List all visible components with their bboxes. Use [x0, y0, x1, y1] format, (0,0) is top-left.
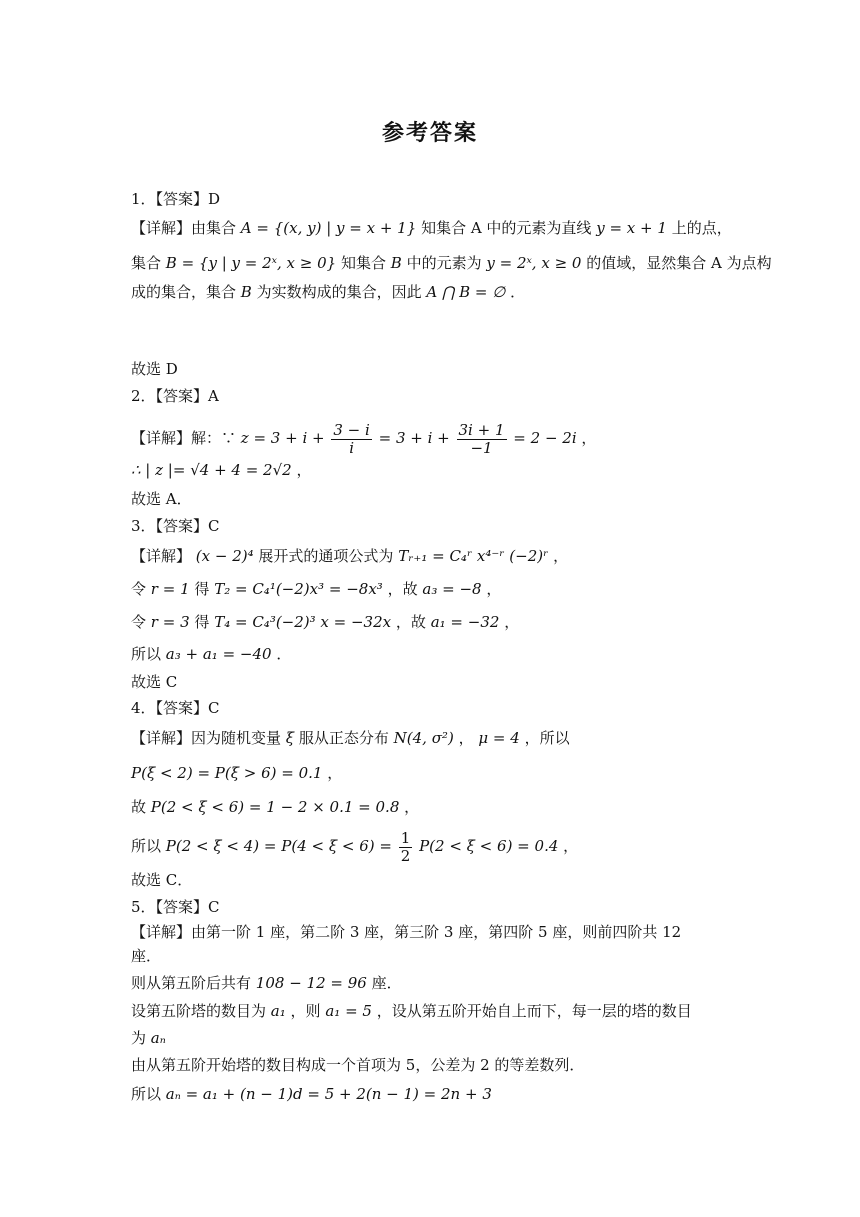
- q4-numerator: 1: [400, 828, 411, 847]
- q4-formula: P(2 < ξ < 4) = P(4 < ξ < 6) =: [165, 837, 392, 855]
- q1-set-b-formula: B = {y | y = 2ˣ, x ≥ 0}: [165, 254, 337, 272]
- q2-detail-line1: [131, 416, 596, 460]
- q3-text: 【详解】: [131, 547, 192, 565]
- q3-text: 得: [194, 613, 210, 631]
- q4-text: ，: [404, 798, 420, 816]
- q3-text: ，故: [387, 580, 418, 598]
- q4-text: 故: [131, 798, 147, 816]
- q3-detail-line4: [131, 643, 291, 665]
- q2-abs-formula: ∴ | z |= √4 + 4 = 2√2: [131, 461, 292, 479]
- q5-detail-line5: [131, 1027, 166, 1049]
- q4-detail-line4: [131, 824, 578, 868]
- q1-var: B: [240, 283, 252, 301]
- q2-text: ，: [296, 461, 312, 479]
- q1-set-a-formula: A = {(x, y) | y = x + 1}: [240, 219, 417, 237]
- q5-formula: a₁ = 5: [325, 1002, 372, 1020]
- q4-text: 所以: [131, 837, 162, 855]
- q1-text: 【详解】由集合: [131, 219, 237, 237]
- q3-detail-line1: [131, 545, 568, 567]
- q1-text: 的值域，显然集合 A 为点构: [586, 254, 772, 272]
- q3-text: 所以: [131, 645, 162, 663]
- q3-text: 令: [131, 580, 147, 598]
- q4-formula: μ = 4: [478, 729, 520, 747]
- q4-formula: P(2 < ξ < 6) = 1 − 2 × 0.1 = 0.8: [150, 798, 400, 816]
- q5-header: 5．【答案】C: [131, 898, 220, 916]
- q5-var: aₙ: [150, 1029, 166, 1047]
- q2-header: 2．【答案】A: [131, 387, 219, 405]
- q1-detail-line1: [131, 217, 732, 239]
- q5-formula: aₙ = a₁ + (n − 1)d = 5 + 2(n − 1) = 2n + 3: [165, 1085, 492, 1103]
- q3-formula: a₁ = −32: [430, 613, 500, 631]
- q1-detail-line3: [131, 281, 525, 303]
- q4-text: ，: [563, 837, 579, 855]
- q2-formula: = 2 − 2i: [513, 429, 577, 447]
- q5-text: 设第五阶塔的数目为: [131, 1002, 267, 1020]
- q2-numerator: 3 − i: [333, 420, 370, 439]
- q3-text: 展开式的通项公式为: [258, 547, 394, 565]
- q4-denominator: 2: [400, 846, 411, 865]
- q3-text: ，: [504, 613, 520, 631]
- q4-formula: P(ξ < 2) = P(ξ > 6) = 0.1: [131, 764, 323, 782]
- q5-text: ，设从第五阶开始自上而下，每一层的塔的数目: [376, 1002, 692, 1020]
- q3-detail-line3: [131, 611, 519, 633]
- q3-text: ，: [553, 547, 569, 565]
- q4-detail-line2: [131, 762, 342, 784]
- q1-intersection-formula: A ⋂ B = ∅: [426, 283, 506, 301]
- q1-text: 为实数构成的集合，因此: [256, 283, 422, 301]
- q1-text: 知集合: [340, 254, 386, 272]
- q5-detail-line2: 座．: [131, 947, 162, 965]
- q3-text: 令: [131, 613, 147, 631]
- q3-formula: r = 1: [150, 580, 190, 598]
- q4-text: 服从正态分布: [298, 729, 389, 747]
- q1-line-formula: y = x + 1: [596, 219, 667, 237]
- q3-formula: r = 3: [150, 613, 190, 631]
- q3-select: 故选 C: [131, 673, 178, 691]
- q1-text: 集合: [131, 254, 162, 272]
- q5-detail-line1: 【详解】由第一阶 1 座，第二阶 3 座，第三阶 3 座，第四阶 5 座，则前四阶共 12: [131, 923, 682, 941]
- q3-text: ，: [486, 580, 502, 598]
- q5-text: ，则: [290, 1002, 321, 1020]
- q4-text: ，: [327, 764, 343, 782]
- q5-detail-line7: [131, 1083, 492, 1105]
- q4-fraction: [399, 830, 413, 865]
- q1-text: 成的集合，集合: [131, 283, 237, 301]
- page-title: 参考答案: [381, 121, 478, 146]
- q2-detail-line2: [131, 459, 312, 481]
- q4-text: 【详解】因为随机变量: [131, 729, 282, 747]
- q2-text: ，: [581, 429, 597, 447]
- q4-text: ，: [458, 729, 474, 747]
- q5-detail-line4: [131, 1000, 692, 1022]
- q3-formula: (x − 2)⁴: [195, 547, 254, 565]
- q4-detail-line1: [131, 727, 570, 749]
- q2-formula: z = 3 + i +: [240, 429, 325, 447]
- q1-text: ．: [510, 283, 526, 301]
- q2-fraction-2: [457, 422, 507, 457]
- q5-text: 所以: [131, 1085, 162, 1103]
- q4-select: 故选 C．: [131, 871, 193, 889]
- q1-text: 上的点，: [671, 219, 732, 237]
- q3-detail-line2: [131, 578, 501, 600]
- q3-text: ．: [276, 645, 292, 663]
- q2-denominator: i: [349, 438, 354, 457]
- q1-select: 故选 D: [131, 360, 178, 378]
- q5-text: 座．: [371, 974, 402, 992]
- q5-text: 则从第五阶后共有: [131, 974, 252, 992]
- q3-text: 得: [194, 580, 210, 598]
- q2-formula: = 3 + i +: [378, 429, 450, 447]
- q1-formula: y = 2ˣ, x ≥ 0: [486, 254, 582, 272]
- q3-general-term-formula: Tᵣ₊₁ = C₄ʳ x⁴⁻ʳ (−2)ʳ: [398, 547, 549, 565]
- q1-text: 知集合 A 中的元素为直线: [421, 219, 592, 237]
- q3-formula: T₂ = C₄¹(−2)x³ = −8x³: [214, 580, 383, 598]
- q5-var: a₁: [270, 1002, 286, 1020]
- q4-text: ，所以: [524, 729, 570, 747]
- q5-detail-line3: [131, 972, 402, 994]
- q2-select: 故选 A．: [131, 490, 192, 508]
- q4-formula: N(4, σ²): [393, 729, 454, 747]
- q5-text: 为: [131, 1029, 147, 1047]
- q1-text: 中的元素为: [406, 254, 482, 272]
- q2-fraction-1: [331, 422, 371, 457]
- q3-text: ，故: [395, 613, 426, 631]
- q2-text: 【详解】解：∵: [131, 429, 237, 447]
- q5-formula: 108 − 12 = 96: [255, 974, 367, 992]
- q4-header: 4．【答案】C: [131, 699, 220, 717]
- q3-formula: a₃ = −8: [422, 580, 482, 598]
- q3-formula: a₃ + a₁ = −40: [165, 645, 272, 663]
- q1-detail-line2: [131, 252, 772, 274]
- q4-var: ξ: [285, 729, 295, 747]
- q2-denominator: −1: [470, 438, 493, 457]
- q4-formula: P(2 < ξ < 6) = 0.4: [419, 837, 559, 855]
- q1-var: B: [390, 254, 402, 272]
- q2-numerator: 3i + 1: [458, 420, 505, 439]
- q4-detail-line3: [131, 796, 419, 818]
- q3-formula: T₄ = C₄³(−2)³ x = −32x: [214, 613, 392, 631]
- q5-detail-line6: 由从第五阶开始塔的数目构成一个首项为 5，公差为 2 的等差数列．: [131, 1056, 585, 1074]
- q3-header: 3．【答案】C: [131, 517, 220, 535]
- q1-header: 1．【答案】D: [131, 190, 221, 208]
